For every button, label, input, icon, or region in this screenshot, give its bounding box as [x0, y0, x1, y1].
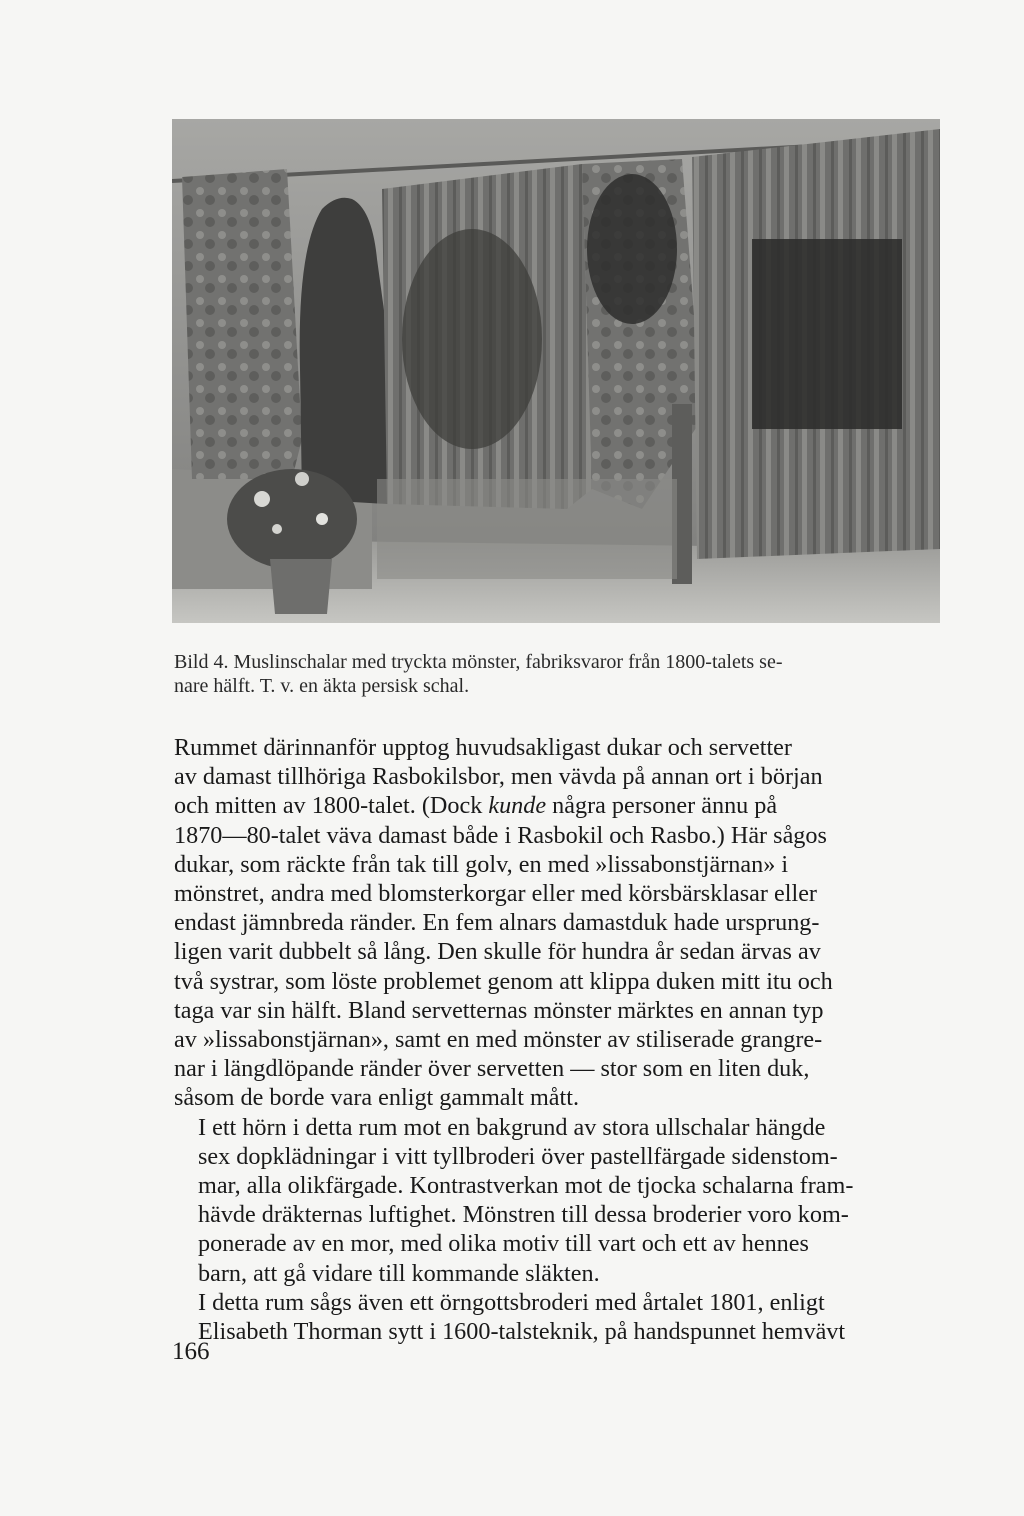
emphasized-word: kunde: [488, 792, 547, 820]
text-line: ligen varit dubbelt så lång. Den skulle för hundra år sedan ärvas av: [174, 938, 821, 966]
text-line: I detta rum sågs även ett örngottsbroderi med årtalet 1801, enligt: [198, 1288, 825, 1316]
text-line: sex dopklädningar i vitt tyllbroderi över pastellfärgade sidenstom-: [198, 1142, 838, 1170]
text-line: dukar, som räckte från tak till golv, en med »lissabonstjärnan» i: [174, 850, 789, 878]
text-line: barn, att gå vidare till kommande släkten.: [198, 1259, 600, 1287]
text-line: taga var sin hälft. Bland servetternas mönster märktes en annan typ: [174, 996, 824, 1024]
photograph-shawls: [172, 119, 940, 623]
body-text: [174, 733, 954, 1346]
caption-line: Bild 4. Muslinschalar med tryckta mönster, fabriksvaror från 1800-talets se-: [174, 651, 783, 673]
text-line: och mitten av 1800-talet. (Dock kunde några personer ännu på: [174, 792, 778, 820]
text-line: av »lissabonstjärnan», samt en med mönster av stiliserade grangre-: [174, 1026, 823, 1054]
paragraph-3: [174, 1288, 954, 1346]
photo-illustration: [172, 119, 940, 623]
text-line: ponerade av en mor, med olika motiv till vart och ett av hennes: [198, 1230, 809, 1258]
text-line: hävde dräkternas luftighet. Mönstren till dessa broderier voro kom-: [198, 1201, 849, 1229]
text-line: såsom de borde vara enligt gammalt mått.: [174, 1084, 580, 1112]
page-number: 166: [172, 1338, 210, 1365]
text-line: två systrar, som löste problemet genom att klippa duken mitt itu och: [174, 967, 833, 995]
paragraph-1: [174, 733, 954, 1113]
text-line: Elisabeth Thorman sytt i 1600-talsteknik, på handspunnet hemvävt: [198, 1318, 846, 1346]
text-line: mar, alla olikfärgade. Kontrastverkan mot de tjocka schalarna fram-: [198, 1172, 854, 1200]
figure-caption: [174, 650, 940, 698]
text-line: av damast tillhöriga Rasbokilsbor, men vävda på annan ort i början: [174, 763, 823, 791]
text-line: 1870—80-talet väva damast både i Rasbokil och Rasbo.) Här sågos: [174, 821, 827, 849]
text-line: endast jämnbreda ränder. En fem alnars damastduk hade ursprung-: [174, 909, 820, 937]
text-line: Rummet därinnanför upptog huvudsakligast dukar och servetter: [174, 734, 792, 761]
text-line: nar i längdlöpande ränder över servetten — stor som en liten duk,: [174, 1055, 810, 1083]
caption-line: nare hälft. T. v. en äkta persisk schal.: [174, 675, 470, 697]
text-line: I ett hörn i detta rum mot en bakgrund av stora ullschalar hängde: [198, 1113, 826, 1141]
paragraph-2: [174, 1113, 954, 1288]
text-line: mönstret, andra med blomsterkorgar eller med körsbärsklasar eller: [174, 880, 817, 908]
